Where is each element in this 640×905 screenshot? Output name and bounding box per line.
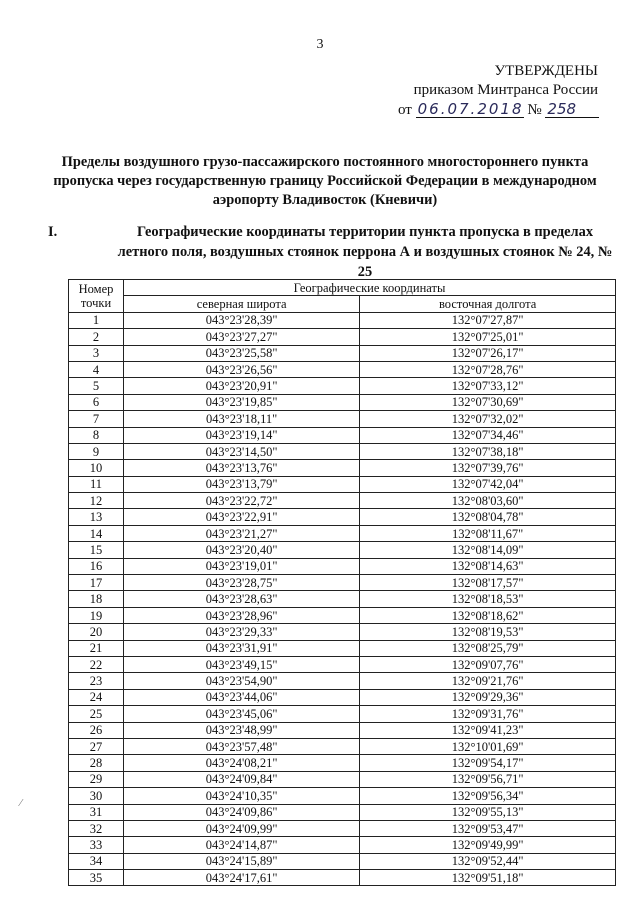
point-number-cell: 21 <box>69 640 124 656</box>
latitude-cell: 043°23'28,75" <box>124 575 360 591</box>
longitude-cell: 132°08'03,60" <box>360 493 616 509</box>
point-number-cell: 19 <box>69 607 124 623</box>
point-number-cell: 35 <box>69 870 124 886</box>
header-point-number-line2: точки <box>80 295 112 310</box>
approval-order-by: приказом Минтранса России <box>413 82 598 98</box>
longitude-cell: 132°07'34,46" <box>360 427 616 443</box>
latitude-cell: 043°24'09,86" <box>124 804 360 820</box>
longitude-cell: 132°08'19,53" <box>360 624 616 640</box>
longitude-cell: 132°09'56,71" <box>360 771 616 787</box>
latitude-cell: 043°23'19,14" <box>124 427 360 443</box>
table-row <box>69 870 616 886</box>
latitude-cell: 043°23'27,27" <box>124 329 360 345</box>
header-latitude: северная широта <box>124 296 360 312</box>
longitude-cell: 132°09'29,36" <box>360 689 616 705</box>
approval-number-label: № <box>527 102 542 118</box>
section-text: Географические координаты территории пункта пропуска в пределах летного поля, воздушных стоянок перрона А и воздушных стоянок № 24, № 25 <box>117 224 613 280</box>
margin-mark: ⁄ <box>20 798 22 809</box>
latitude-cell: 043°23'19,01" <box>124 558 360 574</box>
header-geo-coords: Географические координаты <box>124 280 616 296</box>
point-number-cell: 22 <box>69 656 124 672</box>
longitude-cell: 132°09'53,47" <box>360 820 616 836</box>
longitude-cell: 132°07'38,18" <box>360 443 616 459</box>
point-number-cell: 14 <box>69 525 124 541</box>
point-number-cell: 15 <box>69 542 124 558</box>
table-row <box>69 673 616 689</box>
latitude-cell: 043°24'15,89" <box>124 853 360 869</box>
latitude-cell: 043°24'09,84" <box>124 771 360 787</box>
header-longitude: восточная долгота <box>360 296 616 312</box>
longitude-cell: 132°08'17,57" <box>360 575 616 591</box>
longitude-cell: 132°08'11,67" <box>360 525 616 541</box>
coordinates-body <box>69 312 616 886</box>
table-row <box>69 394 616 410</box>
longitude-cell: 132°08'18,53" <box>360 591 616 607</box>
latitude-cell: 043°23'48,99" <box>124 722 360 738</box>
latitude-cell: 043°24'09,99" <box>124 820 360 836</box>
longitude-cell: 132°07'39,76" <box>360 460 616 476</box>
table-row <box>69 771 616 787</box>
longitude-cell: 132°09'52,44" <box>360 853 616 869</box>
longitude-cell: 132°09'07,76" <box>360 656 616 672</box>
longitude-cell: 132°09'49,99" <box>360 837 616 853</box>
table-row <box>69 378 616 394</box>
point-number-cell: 34 <box>69 853 124 869</box>
approval-date: 06.07.2018 <box>417 100 524 118</box>
latitude-cell: 043°23'45,06" <box>124 706 360 722</box>
table-row <box>69 312 616 328</box>
longitude-cell: 132°08'25,79" <box>360 640 616 656</box>
longitude-cell: 132°07'32,02" <box>360 411 616 427</box>
table-row <box>69 591 616 607</box>
table-row <box>69 345 616 361</box>
latitude-cell: 043°23'26,56" <box>124 361 360 377</box>
point-number-cell: 1 <box>69 312 124 328</box>
longitude-cell: 132°07'33,12" <box>360 378 616 394</box>
latitude-cell: 043°23'21,27" <box>124 525 360 541</box>
table-row <box>69 329 616 345</box>
latitude-cell: 043°23'20,91" <box>124 378 360 394</box>
longitude-cell: 132°08'14,63" <box>360 558 616 574</box>
table-row <box>69 427 616 443</box>
latitude-cell: 043°24'17,61" <box>124 870 360 886</box>
latitude-cell: 043°23'22,72" <box>124 493 360 509</box>
latitude-cell: 043°23'13,79" <box>124 476 360 492</box>
latitude-cell: 043°24'10,35" <box>124 788 360 804</box>
point-number-cell: 27 <box>69 738 124 754</box>
latitude-cell: 043°23'28,39" <box>124 312 360 328</box>
latitude-cell: 043°23'22,91" <box>124 509 360 525</box>
point-number-cell: 31 <box>69 804 124 820</box>
latitude-cell: 043°23'57,48" <box>124 738 360 754</box>
longitude-cell: 132°09'51,18" <box>360 870 616 886</box>
longitude-cell: 132°07'27,87" <box>360 312 616 328</box>
approval-stamp <box>398 63 598 123</box>
table-row <box>69 755 616 771</box>
point-number-cell: 13 <box>69 509 124 525</box>
point-number-cell: 9 <box>69 443 124 459</box>
point-number-cell: 16 <box>69 558 124 574</box>
table-row <box>69 837 616 853</box>
latitude-cell: 043°23'25,58" <box>124 345 360 361</box>
longitude-cell: 132°07'42,04" <box>360 476 616 492</box>
table-row <box>69 361 616 377</box>
page-number: 3 <box>316 37 324 52</box>
point-number-cell: 17 <box>69 575 124 591</box>
header-point-number <box>69 280 124 313</box>
latitude-cell: 043°23'18,11" <box>124 411 360 427</box>
latitude-cell: 043°23'49,15" <box>124 656 360 672</box>
point-number-cell: 24 <box>69 689 124 705</box>
point-number-cell: 7 <box>69 411 124 427</box>
table-row <box>69 656 616 672</box>
point-number-cell: 20 <box>69 624 124 640</box>
point-number-cell: 25 <box>69 706 124 722</box>
longitude-cell: 132°08'18,62" <box>360 607 616 623</box>
point-number-cell: 33 <box>69 837 124 853</box>
table-row <box>69 820 616 836</box>
longitude-cell: 132°09'56,34" <box>360 788 616 804</box>
latitude-cell: 043°24'14,87" <box>124 837 360 853</box>
point-number-cell: 2 <box>69 329 124 345</box>
table-row <box>69 411 616 427</box>
table-row <box>69 493 616 509</box>
document-title: Пределы воздушного грузо-пассажирского постоянного многостороннего пункта пропуска через государственную границу Российской Федерации в международном аэропорту Владивосток (Кневичи) <box>53 154 597 208</box>
longitude-cell: 132°10'01,69" <box>360 738 616 754</box>
table-row <box>69 575 616 591</box>
approval-from-label: от <box>398 102 412 118</box>
header-point-number-line1: Номер <box>78 281 114 296</box>
longitude-cell: 132°08'14,09" <box>360 542 616 558</box>
section-numeral: I. <box>48 224 58 240</box>
approval-heading: УТВЕРЖДЕНЫ <box>494 63 598 79</box>
point-number-cell: 30 <box>69 788 124 804</box>
longitude-cell: 132°09'54,17" <box>360 755 616 771</box>
latitude-cell: 043°23'44,06" <box>124 689 360 705</box>
table-row <box>69 558 616 574</box>
table-row <box>69 804 616 820</box>
point-number-cell: 4 <box>69 361 124 377</box>
point-number-cell: 26 <box>69 722 124 738</box>
point-number-cell: 11 <box>69 476 124 492</box>
table-row <box>69 706 616 722</box>
section-heading <box>48 222 618 282</box>
point-number-cell: 5 <box>69 378 124 394</box>
latitude-cell: 043°23'31,91" <box>124 640 360 656</box>
table-row <box>69 542 616 558</box>
latitude-cell: 043°23'28,63" <box>124 591 360 607</box>
latitude-cell: 043°23'13,76" <box>124 460 360 476</box>
point-number-cell: 6 <box>69 394 124 410</box>
table-row <box>69 525 616 541</box>
point-number-cell: 8 <box>69 427 124 443</box>
table-row <box>69 788 616 804</box>
approval-date-line <box>398 101 598 123</box>
longitude-cell: 132°07'30,69" <box>360 394 616 410</box>
table-row <box>69 443 616 459</box>
coordinates-table <box>68 279 616 886</box>
table-row <box>69 640 616 656</box>
table-row <box>69 509 616 525</box>
latitude-cell: 043°24'08,21" <box>124 755 360 771</box>
table-row <box>69 476 616 492</box>
table-row <box>69 689 616 705</box>
latitude-cell: 043°23'14,50" <box>124 443 360 459</box>
table-row <box>69 738 616 754</box>
approval-number: 258 <box>545 101 599 118</box>
point-number-cell: 10 <box>69 460 124 476</box>
latitude-cell: 043°23'19,85" <box>124 394 360 410</box>
point-number-cell: 28 <box>69 755 124 771</box>
point-number-cell: 29 <box>69 771 124 787</box>
table-row <box>69 853 616 869</box>
longitude-cell: 132°08'04,78" <box>360 509 616 525</box>
table-row <box>69 607 616 623</box>
point-number-cell: 12 <box>69 493 124 509</box>
point-number-cell: 32 <box>69 820 124 836</box>
table-row <box>69 460 616 476</box>
latitude-cell: 043°23'28,96" <box>124 607 360 623</box>
latitude-cell: 043°23'54,90" <box>124 673 360 689</box>
point-number-cell: 3 <box>69 345 124 361</box>
longitude-cell: 132°09'41,23" <box>360 722 616 738</box>
longitude-cell: 132°09'31,76" <box>360 706 616 722</box>
longitude-cell: 132°07'25,01" <box>360 329 616 345</box>
latitude-cell: 043°23'29,33" <box>124 624 360 640</box>
longitude-cell: 132°07'28,76" <box>360 361 616 377</box>
point-number-cell: 23 <box>69 673 124 689</box>
longitude-cell: 132°07'26,17" <box>360 345 616 361</box>
longitude-cell: 132°09'21,76" <box>360 673 616 689</box>
table-row <box>69 722 616 738</box>
longitude-cell: 132°09'55,13" <box>360 804 616 820</box>
point-number-cell: 18 <box>69 591 124 607</box>
table-row <box>69 624 616 640</box>
latitude-cell: 043°23'20,40" <box>124 542 360 558</box>
